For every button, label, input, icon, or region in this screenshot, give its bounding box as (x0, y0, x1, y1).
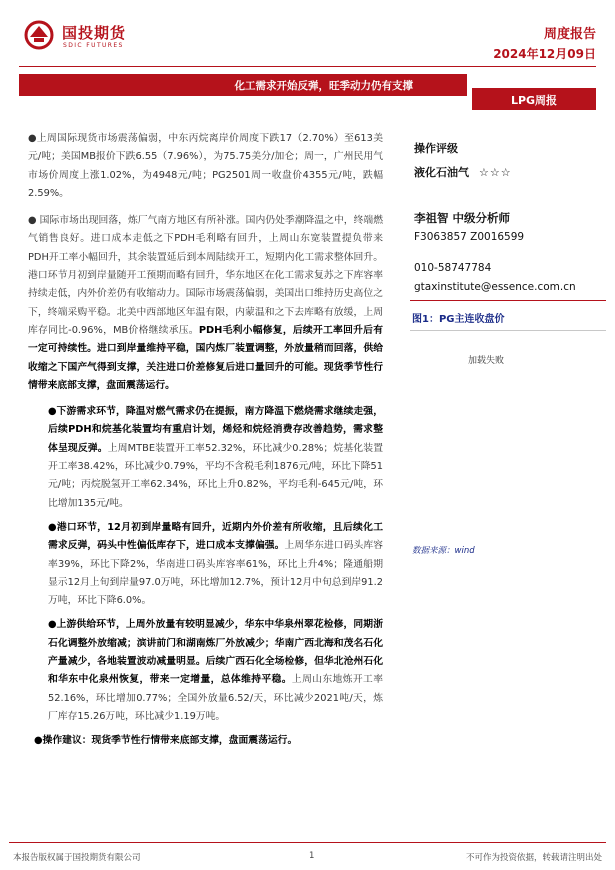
rating-label: 操作评级 (414, 142, 458, 155)
headline: 化工需求开始反弹，旺季动力仍有支撑 (234, 80, 413, 92)
port-summary: ●港口环节，12月初到岸量略有回升，近期内外价差有所收缩，且后续化工需求反弹，码头中性偏低库存下，进口成本支撑偏强。 (48, 521, 383, 552)
report-body (28, 130, 383, 751)
report-type: 周度报告 (543, 27, 596, 42)
footer-copyright: 本报告版权属于国投期货有限公司 (13, 853, 141, 863)
advice-text: ●操作建议：现货季节性行情带来底部支撑，盘面震荡运行。 (34, 735, 298, 747)
figure-top-rule (410, 300, 606, 301)
rating-stars-icon: ☆☆☆ (479, 166, 512, 179)
operation-advice (28, 732, 383, 750)
downstream-summary: ●下游需求环节，降温对燃气需求仍在提振，南方降温下燃烧需求继续走强，后续PDH和烷基化装置均有重启计划，烯烃和烷烃消费存改善趋势，需求整体呈现反弹。 (48, 406, 383, 454)
footer-divider (9, 842, 606, 843)
market-summary: ●上周国际现货市场震荡偏弱，中东丙烷离岸价周度下跌17（2.70%）至613美元/吨；美国MB报价下跌6.55（7.96%），为75.75美分/加仑；周一，广州民用气市场价周度上涨1.02%，为4948元/吨；PG2501周一收盘价4355元/吨，跌幅2.59%。 (28, 133, 383, 199)
analysis-conclusion: PDH毛利小幅修复，后续开工率回升后有一定可持续性。进口到岸量维持平稳，国内炼厂装置调整，外放量稍而回落，供给收缩之下国产气得到支撑，关注进口价差修复后进口量回升的可能。现货季节性行情带来底部支撑，盘面震荡运行。 (28, 324, 383, 391)
analyst-cert: F3063857 Z0016599 (414, 231, 525, 243)
figure-load-failed: 加载失败 (468, 356, 505, 366)
figure-source: 数据来源：wind (412, 546, 475, 556)
figure-title-rule (410, 330, 606, 331)
brand-name: 国投期货 (62, 24, 127, 42)
footer-disclaimer: 不可作为投资依据，转载请注明出处 (465, 853, 602, 863)
brand-name-en: SDIC FUTURES (63, 42, 124, 49)
analyst-phone: 010-58747784 (414, 262, 492, 274)
supply-section (28, 616, 383, 726)
port-detail: 上周华东进口码头库容率39%，环比下降2%，华南进口码头库容率61%，环比上升4%；隆通船期显示12月上旬到岸量97.0万吨，环比增加12.7%，预计12月中旬总到岸91.2万吨，环比下降6.0%。 (48, 540, 384, 607)
page-number: 1 (309, 851, 315, 861)
section-label: LPG周报 (510, 94, 558, 107)
section-tag (472, 88, 596, 110)
sidebar (414, 140, 609, 293)
rating-row (414, 164, 609, 180)
figure-title: 图1：PG主连收盘价 (412, 314, 505, 325)
supply-summary: ●上游供给环节，上周外放量有较明显减少，华东中华泉州翠花检修，同期浙石化调整外放缩减；滨讲前门和湖南炼厂外放减少；华南广西北海和茂名石化产量减少，各地装置波动减量明显。后续广西石化全场检修，但华北沧州石化和华东中化泉州恢复，带来一定增量，总体维持平稳。 (48, 619, 383, 686)
report-date: 2024年12月09日 (493, 47, 596, 61)
header-divider (19, 66, 596, 67)
analysis-text: ● 国际市场出现回落，炼厂气南方地区有所补涨。国内仍处季潮降温之中，终端燃气销售良好。进口成本走低之下PDH毛利略有回升，上周山东宽装置提负带来PDH开工率小幅回升，其余装置延后到本周陆续开工，短期内化工需求整体回升。港口环节月初到岸量随开工预期而略有回升，华东地区在化工需求复苏之下库容率持续走低，内外价差仍有收缩动力。国际市场震荡偏弱，美国出口维持历史高位之下，终端采购平稳。北美中西部地区年温有限，内蒙温和之下去库略有放缓，上周库存同比-0.96%，MB价格继续承压。 (28, 215, 383, 336)
market-analysis (28, 212, 383, 395)
analyst-email[interactable]: gtaxinstitute@essence.com.cn (414, 281, 576, 293)
analyst-name: 李祖智 中级分析师 (414, 211, 511, 225)
logo-mark-icon (24, 20, 54, 50)
port-section (28, 519, 383, 610)
product-name: 液化石油气 (414, 166, 469, 179)
supply-detail: 上周山东地炼开工率52.16%，环比增加0.77%；全国外放量6.52/天，环比减少2021吨/天，炼厂库存15.26万吨，环比减少1.19万吨。 (48, 674, 384, 722)
downstream-section (28, 403, 383, 513)
downstream-detail: 上周MTBE装置开工率52.32%，环比减少0.28%；烷基化装置开工率38.42%，环比减少0.79%，平均不含税毛利1876元/吨，环比下降51元/吨；丙烷脱氢开工率62.34%，环比上升0.82%，平均毛利-645元/吨，环比增加135元/吨。 (48, 442, 384, 509)
headline-band (19, 74, 467, 96)
brand-logo (24, 18, 154, 52)
